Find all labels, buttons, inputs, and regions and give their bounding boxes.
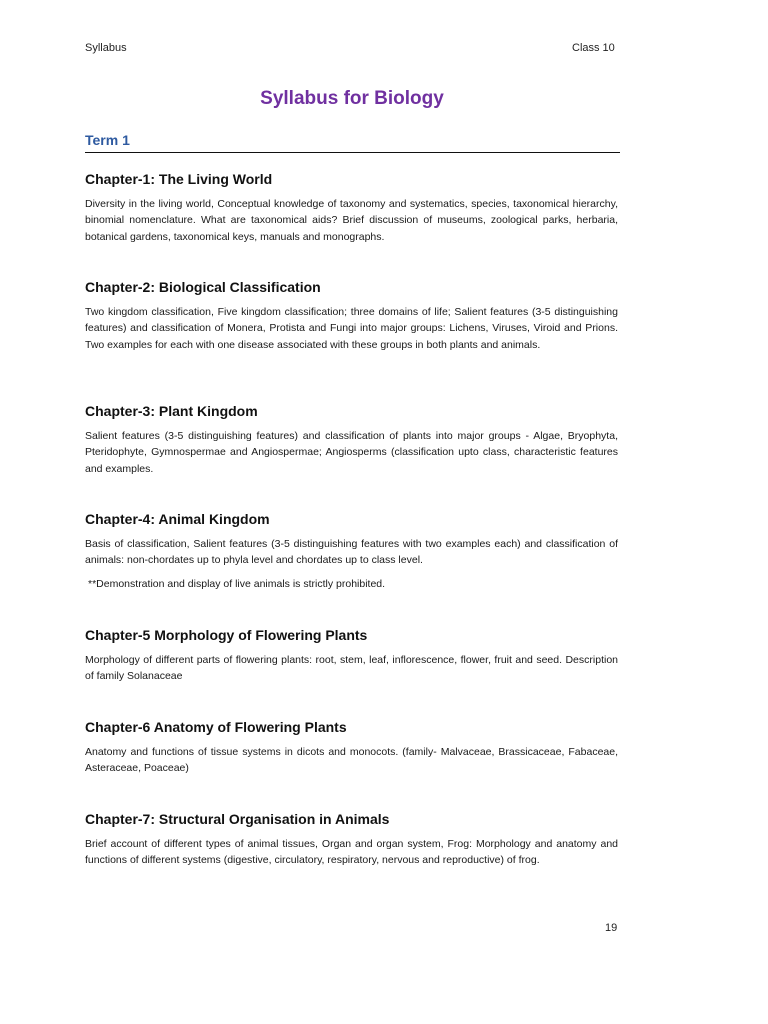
chapter-heading: Chapter-1: The Living World <box>85 171 273 187</box>
chapter-body: Diversity in the living world, Conceptual knowledge of taxonomy and systematics, species, taxonomical hierarchy, binomial nomenclature. What are taxonomical aids? Brief discussion of museums, zoological parks, herbaria, botanical gardens, taxonomical keys, manuals and monographs. <box>85 198 618 243</box>
chapter-body: Anatomy and functions of tissue systems in dicots and monocots. (family- Malvaceae, Brassicaceae, Fabaceae, Asteraceae, Poaceae) <box>85 746 618 775</box>
chapter-note: **Demonstration and display of live animals is strictly prohibited. <box>88 577 386 590</box>
page-title: Syllabus for Biology <box>260 88 444 109</box>
term-divider <box>85 152 620 153</box>
page-number: 19 <box>605 922 618 934</box>
chapter-1-section <box>85 170 618 245</box>
term-heading: Term 1 <box>85 132 130 148</box>
chapter-heading: Chapter-5 Morphology of Flowering Plants <box>85 627 368 643</box>
chapter-heading: Chapter-3: Plant Kingdom <box>85 403 258 419</box>
chapter-4-section <box>85 510 618 592</box>
chapter-body: Salient features (3-5 distinguishing features) and classification of plants into major groups - Algae, Bryophyta, Pteridophyte, Gymnospermae and Angiospermae; Angiosperms (classification upto class, characteristic features and examples. <box>85 430 618 475</box>
running-header-left: Syllabus <box>85 42 127 54</box>
chapter-heading: Chapter-6 Anatomy of Flowering Plants <box>85 719 347 735</box>
chapter-body: Morphology of different parts of flowering plants: root, stem, leaf, inflorescence, flower, fruit and seed. Description of family Solanaceae <box>85 654 618 683</box>
chapter-body: Brief account of different types of animal tissues, Organ and organ system, Frog: Morphology and anatomy and functions of different systems (digestive, circulatory, respiratory, nervous and reproductive) of frog. <box>85 838 618 867</box>
chapter-6-section <box>85 718 618 777</box>
chapter-heading: Chapter-7: Structural Organisation in Animals <box>85 811 390 827</box>
chapter-heading: Chapter-4: Animal Kingdom <box>85 511 270 527</box>
chapter-5-section <box>85 626 618 685</box>
chapter-body: Two kingdom classification, Five kingdom classification; three domains of life; Salient features (3-5 distinguishing features) and classification of Monera, Protista and Fungi into major groups: Lichens, Viruses, Viroid and Prions. Two examples for each with one disease associated with these groups in both plants and animals. <box>85 306 618 351</box>
chapter-3-section <box>85 402 618 477</box>
chapter-2-section <box>85 278 618 353</box>
running-header-right: Class 10 <box>572 42 615 54</box>
chapter-heading: Chapter-2: Biological Classification <box>85 279 321 295</box>
chapter-7-section <box>85 810 618 869</box>
chapter-body: Basis of classification, Salient features (3-5 distinguishing features with two examples each) and classification of animals: non-chordates up to phyla level and chordates up to class level. <box>85 538 618 567</box>
